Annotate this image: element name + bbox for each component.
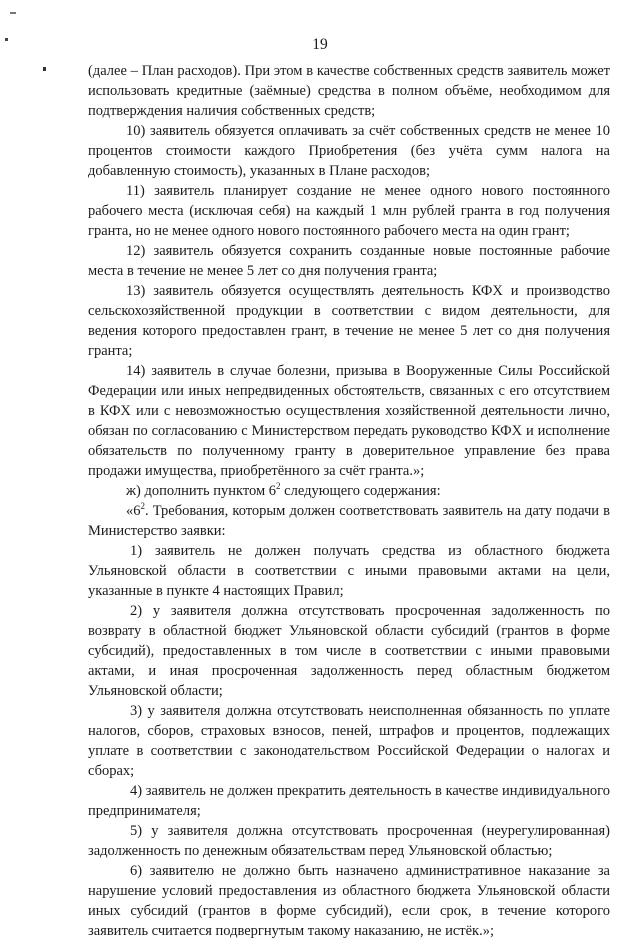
paragraph: 10) заявитель обязуется оплачивать за счёт собственных средств не менее 10 процентов стоимости каждого Приобретения (без учёта сумм налога на добавленную стоимость), указанных в Плане расходов;	[88, 123, 610, 179]
requirement-item: 2) у заявителя должна отсутствовать просроченная задолженность по возврату в областной бюджет Ульяновской области субсидий (грантов в форме субсидий), предоставленных в том числе в соответствии с иными правовыми актами, и иная просроченная задолженность перед областным бюджетом Ульяновской области;	[88, 603, 610, 699]
paragraph: (далее – План расходов). При этом в качестве собственных средств заявитель может использовать кредитные (заёмные) средства в полном объёме, необходимом для подтверждения наличия собственных средств;	[88, 63, 610, 119]
paragraph: 12) заявитель обязуется сохранить созданные новые постоянные рабочие места в течение не менее 5 лет со дня получения гранта;	[88, 243, 610, 279]
paragraph: 13) заявитель обязуется осуществлять деятельность КФХ и производство сельскохозяйственной продукции в соответствии с видом деятельности, для ведения которого предоставлен грант, в течение не менее 5 лет со дня получения гранта;	[88, 283, 610, 359]
scan-mark	[43, 67, 46, 71]
amendment-intro	[88, 481, 610, 501]
requirement-item: 1) заявитель не должен получать средства из областного бюджета Ульяновской области в соответствии с иными правовыми актами на цели, указанные в пункте 4 настоящих Правил;	[88, 543, 610, 599]
section-number: «6	[126, 503, 141, 519]
amendment-intro-text: следующего содержания:	[280, 483, 441, 499]
requirement-item: 4) заявитель не должен прекратить деятельность в качестве индивидуального предпринимателя;	[88, 783, 610, 819]
requirement-item: 5) у заявителя должна отсутствовать просроченная (неурегулированная) задолженность по денежным обязательствам перед Ульяновской областью;	[88, 823, 610, 859]
requirement-item: 6) заявителю не должно быть назначено административное наказание за нарушение условий предоставления из областного бюджета Ульяновской области иных субсидий (грантов в форме субсидий), если срок, в течение которого заявитель считается подвергнутым такому наказанию, не истёк.»;	[88, 863, 610, 939]
page-number: 19	[312, 36, 328, 53]
scan-mark	[10, 12, 16, 14]
document-body	[88, 61, 610, 941]
paragraph: 11) заявитель планирует создание не менее одного нового постоянного рабочего места (исключая себя) на каждый 1 млн рублей гранта в год получения гранта, но не менее одного нового постоянного рабочего места на один грант;	[88, 183, 610, 239]
superscript: 2	[276, 481, 281, 492]
section-heading	[88, 501, 610, 541]
amendment-intro-text: ж) дополнить пунктом 6	[126, 483, 277, 499]
section-heading-text: . Требования, которым должен соответствовать заявитель на дату подачи в Министерство заявки:	[88, 503, 610, 539]
superscript: 2	[140, 501, 145, 512]
requirement-item: 3) у заявителя должна отсутствовать неисполненная обязанность по уплате налогов, сборов, страховых взносов, пеней, штрафов и процентов, подлежащих уплате в соответствии с законодательством Российской Федерации о налогах и сборах;	[88, 703, 610, 779]
paragraph: 14) заявитель в случае болезни, призыва в Вооруженные Силы Российской Федерации или иных непредвиденных обстоятельств, связанных с его отсутствием в КФХ или с невозможностью осуществления хозяйственной деятельности лично, обязан по согласованию с Министерством передать руководство КФХ и исполнение обязательств по полученному гранту в доверительное управление без права продажи имущества, приобретённого за счёт гранта.»;	[88, 363, 610, 479]
